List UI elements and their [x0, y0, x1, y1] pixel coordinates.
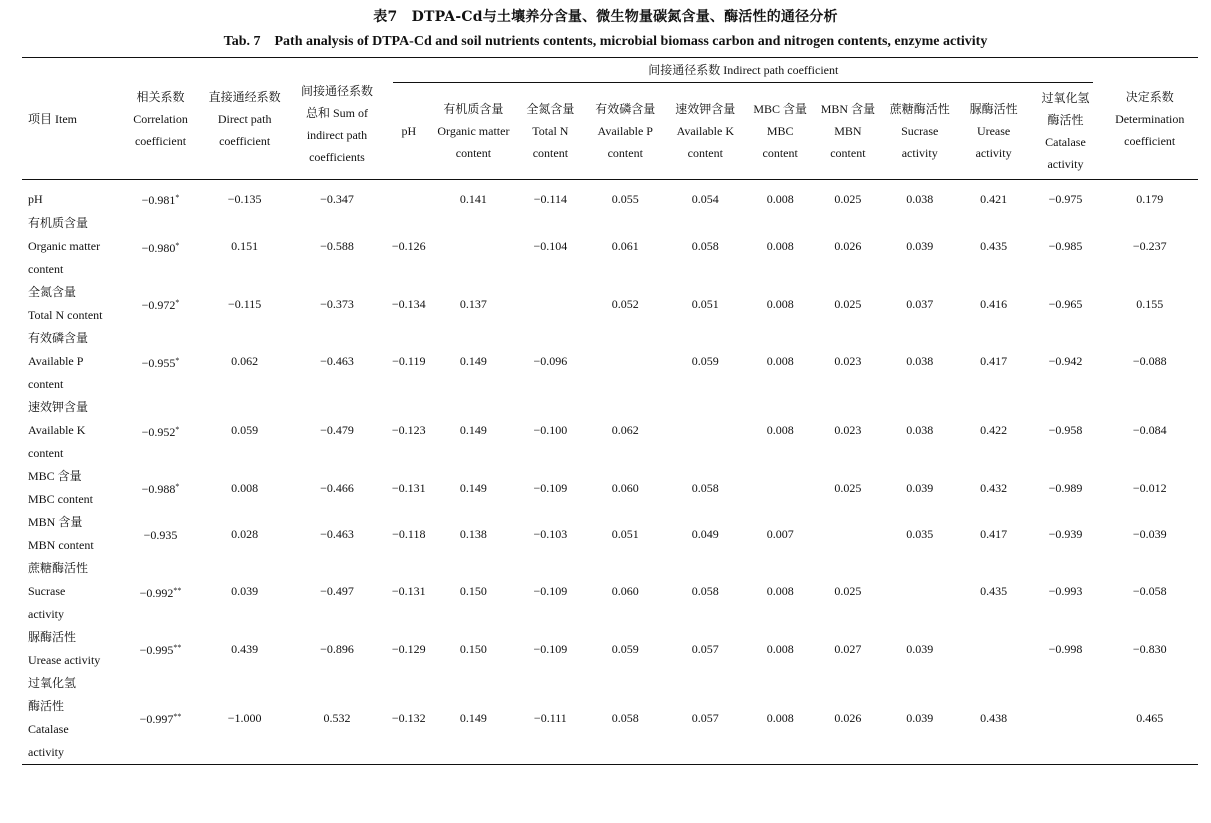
indirect-sum-cell: −0.588 — [320, 239, 354, 253]
indirect-cell: 0.438 — [958, 672, 1030, 765]
subheader-6: MBN 含量 MBN content — [814, 83, 882, 180]
direct-cell: 0.062 — [231, 354, 259, 368]
indirect-cell: 0.008 — [746, 672, 814, 765]
indirect-cell: −0.939 — [1048, 526, 1083, 541]
table-row — [22, 281, 1198, 327]
indirect-cell: −0.109 — [533, 641, 568, 656]
indirect-cell: 0.026 — [814, 672, 882, 765]
indirect-cell — [958, 626, 1030, 672]
indirect-cell: −0.104 — [533, 239, 568, 253]
indirect-cell: 0.141 — [459, 191, 487, 206]
indirect-cell: 0.435 — [980, 584, 1008, 598]
subheader-1: 有机质含量 Organic matter content — [432, 83, 514, 180]
indirect-cell: 0.026 — [834, 239, 862, 253]
indirect-cell: 0.038 — [906, 423, 934, 437]
indirect-sum-cell: −0.347 — [320, 191, 354, 206]
indirect-cell: 0.025 — [834, 584, 862, 598]
determination-cell: −0.084 — [1132, 423, 1167, 437]
correlation-cell: −0.952* — [141, 424, 180, 439]
indirect-cell: 0.058 — [691, 239, 719, 253]
correlation-cell: −0.992** — [139, 585, 182, 600]
indirect-cell: 0.055 — [611, 191, 639, 206]
indirect-cell: −0.998 — [1048, 641, 1083, 656]
indirect-cell: 0.025 — [834, 480, 862, 495]
row-item-label: MBN 含量 MBN content — [28, 515, 94, 552]
correlation-cell: −0.972* — [141, 298, 180, 312]
direct-cell: −0.115 — [227, 296, 262, 311]
indirect-cell: 0.039 — [882, 672, 958, 765]
indirect-cell: −0.993 — [1048, 584, 1083, 598]
indirect-cell: 0.137 — [459, 296, 487, 311]
row-item-label: 脲酶活性 Urease activity — [28, 630, 101, 667]
header-direct: 直接通经系数 Direct path coefficient — [201, 58, 289, 180]
indirect-cell: 0.060 — [611, 584, 639, 598]
row-item-label: 速效钾含量 Available K content — [28, 400, 89, 460]
indirect-cell: −0.126 — [391, 239, 426, 253]
table-caption-zh: 表7 DTPA-Cd与土壤养分含量、微生物量碳氮含量、酶活性的通径分析 — [373, 9, 838, 25]
indirect-cell: 0.037 — [906, 296, 934, 311]
indirect-cell: −0.131 — [391, 480, 426, 495]
row-item-label: MBC 含量 MBC content — [28, 469, 93, 506]
row-item-label: 有机质含量 Organic matter content — [28, 216, 101, 276]
subheader-0: pH — [385, 83, 432, 180]
determination-cell: −0.039 — [1132, 526, 1167, 541]
indirect-sum-cell: −0.466 — [320, 480, 354, 495]
indirect-cell — [746, 465, 814, 511]
indirect-cell — [432, 212, 514, 281]
table-row — [22, 626, 1198, 672]
determination-cell: −0.830 — [1132, 641, 1167, 656]
determination-cell: 0.155 — [1136, 296, 1164, 311]
indirect-cell: −0.100 — [533, 423, 568, 437]
row-item-label: 过氧化氢 酶活性 Catalase activity — [22, 672, 121, 765]
path-analysis-table — [22, 57, 1198, 765]
indirect-cell: 0.149 — [459, 354, 487, 368]
determination-cell: −0.088 — [1132, 354, 1167, 368]
table-row — [22, 327, 1198, 396]
header-item: 项目 Item — [22, 58, 121, 180]
direct-cell: 0.008 — [231, 480, 259, 495]
indirect-cell: 0.007 — [766, 526, 794, 541]
indirect-cell: 0.039 — [906, 239, 934, 253]
indirect-cell: −0.132 — [385, 672, 432, 765]
indirect-cell: 0.052 — [611, 296, 639, 311]
header-indirect-sum: 间接通径系数 总和 Sum of indirect path coefficients — [289, 58, 385, 180]
indirect-cell: −0.109 — [533, 584, 568, 598]
indirect-cell: 0.149 — [432, 672, 514, 765]
correlation-cell: −0.980* — [141, 240, 180, 255]
indirect-cell: 0.149 — [459, 423, 487, 437]
indirect-cell: 0.008 — [766, 641, 794, 656]
indirect-cell: 0.417 — [980, 354, 1008, 368]
subheader-8: 脲酶活性 Urease activity — [958, 83, 1030, 180]
indirect-cell: −0.114 — [533, 191, 568, 206]
indirect-cell: 0.150 — [459, 584, 487, 598]
direct-cell: −1.000 — [201, 672, 289, 765]
indirect-cell: 0.008 — [766, 423, 794, 437]
correlation-cell: −0.935 — [143, 528, 178, 542]
indirect-cell: 0.035 — [906, 526, 934, 541]
indirect-cell: −0.109 — [533, 480, 568, 495]
table-row — [22, 672, 1198, 765]
determination-cell: 0.179 — [1136, 191, 1164, 206]
indirect-cell: −0.119 — [392, 354, 426, 368]
table-row — [22, 465, 1198, 511]
table-row — [22, 212, 1198, 281]
determination-cell: −0.237 — [1132, 239, 1167, 253]
indirect-cell: −0.975 — [1048, 191, 1083, 206]
correlation-cell: −0.981* — [141, 193, 180, 207]
indirect-cell: 0.150 — [459, 641, 487, 656]
subheader-2: 全氮含量 Total N content — [514, 83, 586, 180]
indirect-cell: 0.023 — [834, 423, 862, 437]
indirect-cell — [664, 396, 746, 465]
indirect-sum-cell: −0.479 — [320, 423, 354, 437]
indirect-cell — [814, 511, 882, 557]
indirect-cell: 0.049 — [691, 526, 719, 541]
indirect-cell: 0.060 — [611, 480, 639, 495]
indirect-cell: −0.111 — [514, 672, 586, 765]
correlation-cell: −0.995** — [139, 643, 182, 657]
direct-cell: 0.439 — [231, 641, 259, 656]
indirect-cell: 0.057 — [691, 641, 719, 656]
indirect-cell: 0.023 — [834, 354, 862, 368]
indirect-cell: −0.989 — [1048, 480, 1083, 495]
indirect-sum-cell: −0.896 — [320, 641, 354, 656]
indirect-cell: 0.435 — [980, 239, 1008, 253]
row-item-label: pH — [28, 191, 43, 206]
table-row — [22, 396, 1198, 465]
indirect-cell: −0.131 — [391, 584, 426, 598]
direct-cell: 0.151 — [231, 239, 259, 253]
correlation-cell: −0.997** — [121, 672, 201, 765]
indirect-sum-cell: −0.497 — [320, 584, 354, 598]
determination-cell: −0.012 — [1132, 480, 1167, 495]
indirect-cell: 0.138 — [459, 526, 487, 541]
row-item-label: 有效磷含量 Available P content — [28, 331, 89, 391]
header-determination: 决定系数 Determination coefficient — [1101, 58, 1198, 180]
indirect-sum-cell: −0.463 — [320, 354, 354, 368]
correlation-cell: −0.955* — [141, 355, 180, 370]
table-caption-en: Tab. 7 Path analysis of DTPA-Cd and soil nutrients contents, microbial biomass carbon and nitrogen contents, enzyme activity — [223, 34, 988, 49]
indirect-cell: −0.985 — [1048, 239, 1083, 253]
header-indirect-group: 间接通径系数 Indirect path coefficient — [385, 58, 1101, 84]
indirect-cell — [514, 281, 586, 327]
indirect-cell — [1030, 672, 1102, 765]
indirect-cell: 0.008 — [766, 239, 794, 253]
indirect-cell: 0.008 — [766, 296, 794, 311]
indirect-sum-cell: −0.373 — [320, 296, 354, 311]
table-row — [22, 180, 1198, 213]
indirect-cell: −0.096 — [533, 354, 568, 368]
direct-cell: 0.028 — [231, 526, 259, 541]
determination-cell: −0.058 — [1132, 584, 1167, 598]
indirect-cell: 0.062 — [611, 423, 639, 437]
indirect-cell: 0.422 — [980, 423, 1008, 437]
indirect-cell: −0.942 — [1048, 354, 1083, 368]
indirect-sum-cell: −0.463 — [320, 526, 354, 541]
row-item-label: 全氮含量 Total N content — [28, 285, 103, 322]
indirect-cell: 0.058 — [691, 480, 719, 495]
indirect-cell: 0.058 — [691, 584, 719, 598]
indirect-cell: 0.059 — [691, 354, 719, 368]
subheader-3: 有效磷含量 Available P content — [586, 83, 664, 180]
indirect-cell — [586, 327, 664, 396]
indirect-cell: 0.008 — [766, 584, 794, 598]
indirect-cell: 0.025 — [834, 191, 862, 206]
table-row — [22, 557, 1198, 626]
indirect-cell: 0.051 — [611, 526, 639, 541]
indirect-cell: 0.038 — [906, 354, 934, 368]
indirect-cell: 0.025 — [834, 296, 862, 311]
indirect-cell — [882, 557, 958, 626]
indirect-cell: 0.057 — [664, 672, 746, 765]
indirect-cell: 0.039 — [906, 480, 934, 495]
indirect-cell: 0.027 — [834, 641, 862, 656]
indirect-cell: 0.421 — [980, 191, 1008, 206]
direct-cell: −0.135 — [227, 191, 262, 206]
subheader-7: 蔗糖酶活性 Sucrase activity — [882, 83, 958, 180]
indirect-cell: 0.149 — [459, 480, 487, 495]
correlation-cell: −0.988* — [141, 482, 180, 496]
determination-cell: 0.465 — [1101, 672, 1198, 765]
table-row — [22, 511, 1198, 557]
indirect-cell: 0.416 — [980, 296, 1008, 311]
indirect-cell: −0.134 — [391, 296, 426, 311]
indirect-cell: −0.965 — [1048, 296, 1083, 311]
row-item-label: 蔗糖酶活性 Sucrase activity — [28, 561, 89, 621]
direct-cell: 0.039 — [231, 584, 259, 598]
subheader-5: MBC 含量 MBC content — [746, 83, 814, 180]
subheader-4: 速效钾含量 Available K content — [664, 83, 746, 180]
indirect-cell: 0.059 — [611, 641, 639, 656]
indirect-cell: 0.008 — [766, 354, 794, 368]
indirect-cell: 0.054 — [691, 191, 719, 206]
header-correlation: 相关系数 Correlation coefficient — [121, 58, 201, 180]
indirect-cell: −0.103 — [533, 526, 568, 541]
indirect-cell: 0.061 — [611, 239, 639, 253]
indirect-cell: 0.417 — [980, 526, 1008, 541]
indirect-cell: −0.129 — [391, 641, 426, 656]
indirect-sum-cell: 0.532 — [289, 672, 385, 765]
indirect-cell: 0.058 — [586, 672, 664, 765]
indirect-cell: 0.008 — [766, 191, 794, 206]
indirect-cell: 0.038 — [906, 191, 934, 206]
direct-cell: 0.059 — [231, 423, 259, 437]
indirect-cell: −0.958 — [1048, 423, 1083, 437]
indirect-cell: 0.432 — [980, 480, 1008, 495]
indirect-cell: 0.051 — [691, 296, 719, 311]
indirect-cell: −0.118 — [392, 526, 426, 541]
indirect-cell: 0.039 — [906, 641, 934, 656]
subheader-9: 过氧化氢 酶活性 Catalase activity — [1030, 83, 1102, 180]
indirect-cell: −0.123 — [391, 423, 426, 437]
indirect-cell — [385, 180, 432, 213]
